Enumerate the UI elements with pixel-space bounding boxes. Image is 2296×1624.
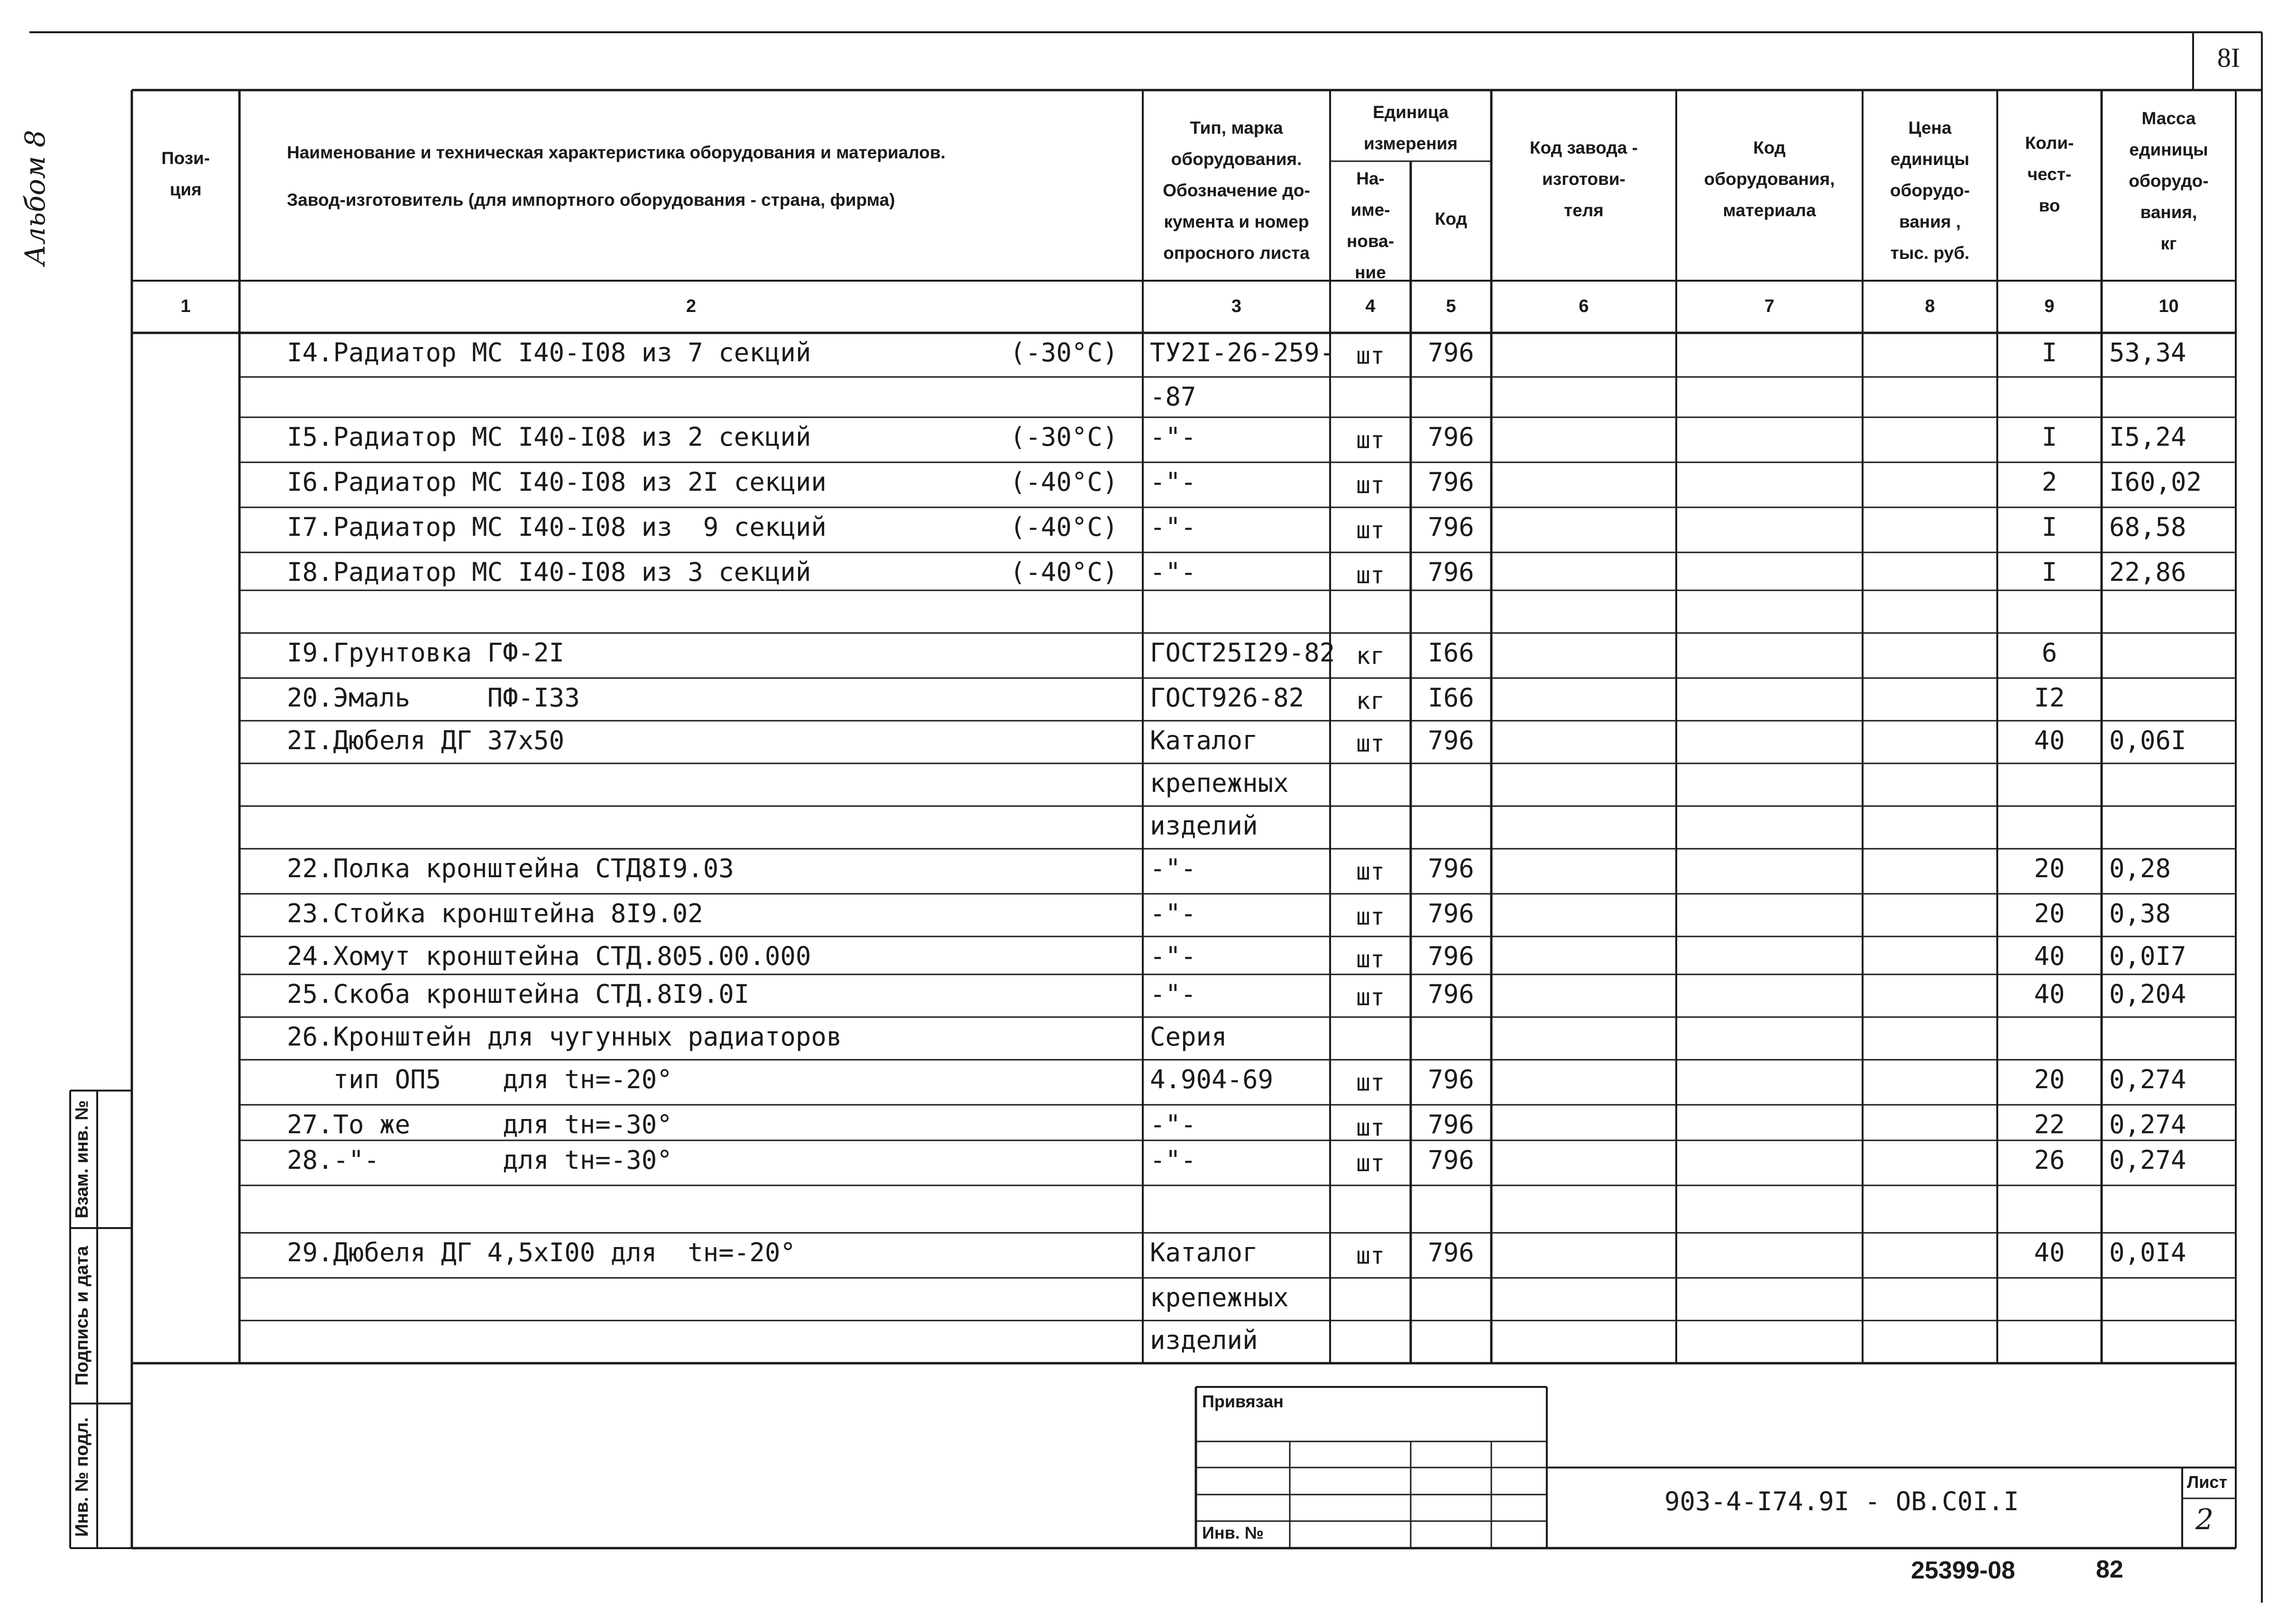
header-unit-code-line: Код — [1434, 209, 1468, 229]
header-type-line: Обозначение до- — [1163, 181, 1310, 200]
item-name: 23.Стойка кронштейна 8I9.02 — [287, 899, 703, 928]
header-type-line: кумента и номер — [1164, 212, 1309, 231]
item-unit: шт — [1356, 561, 1385, 589]
item-unit-code: 796 — [1428, 422, 1474, 452]
item-mass: 0,28 — [2109, 853, 2171, 883]
album-label: Альбом 8 — [19, 129, 51, 266]
archive-code: 25399-08 — [1911, 1557, 2015, 1584]
header-type-line: опросного листа — [1163, 243, 1310, 263]
header-position-line: Пози- — [161, 148, 210, 168]
item-type: изделий — [1150, 811, 1258, 841]
item-quantity: 22 — [2034, 1110, 2065, 1139]
item-name: тип ОП5 для tн=-20° — [287, 1064, 672, 1094]
column-number: 7 — [1764, 296, 1775, 316]
column-number: 10 — [2158, 296, 2179, 316]
column-number: 4 — [1365, 296, 1376, 316]
item-mass: 53,34 — [2109, 338, 2186, 367]
item-name: I9.Грунтовка ГФ-2I — [287, 638, 565, 668]
item-unit-code: 796 — [1428, 853, 1474, 883]
item-name: 20.Эмаль ПФ-I33 — [287, 683, 580, 713]
item-quantity: 40 — [2034, 725, 2065, 755]
item-type: 4.904-69 — [1150, 1064, 1274, 1094]
item-type: ГОСТ25I29-82 — [1150, 638, 1335, 668]
inv-number-label: Инв. № — [1202, 1523, 1264, 1542]
header-mass-line: кг — [2160, 234, 2177, 253]
item-type: ТУ2I-26-259- — [1150, 338, 1335, 367]
header-mass-line: вания, — [2140, 202, 2197, 222]
item-unit: шт — [1356, 945, 1385, 973]
inv-replace-label: Взам. инв. № — [72, 1100, 92, 1219]
sheet-number: 8I — [2217, 42, 2241, 73]
item-mass: 0,274 — [2109, 1110, 2186, 1139]
sign-date-label: Подпись и дата — [72, 1246, 92, 1386]
item-quantity: 26 — [2034, 1145, 2065, 1175]
header-quantity-line: во — [2039, 196, 2060, 215]
item-mass: 0,0I7 — [2109, 941, 2186, 971]
header-type-line: оборудования. — [1171, 149, 1302, 169]
item-mass: I5,24 — [2109, 422, 2186, 452]
item-type: -"- — [1150, 557, 1196, 587]
item-type: ГОСТ926-82 — [1150, 683, 1304, 713]
item-type: -"- — [1150, 1145, 1196, 1175]
item-type: -"- — [1150, 941, 1196, 971]
item-unit: шт — [1356, 1069, 1385, 1096]
item-temperature: (-40°С) — [1010, 557, 1118, 587]
item-quantity: 40 — [2034, 979, 2065, 1009]
column-number: 3 — [1231, 296, 1242, 316]
item-name: 29.Дюбеля ДГ 4,5хI00 для tн=-20° — [287, 1238, 796, 1267]
header-unit-name-line: нова- — [1346, 231, 1395, 251]
column-number: 5 — [1446, 296, 1456, 316]
item-unit-code: 796 — [1428, 1110, 1474, 1139]
item-temperature: (-30°С) — [1010, 422, 1118, 452]
item-mass: 22,86 — [2109, 557, 2186, 587]
item-type: -"- — [1150, 512, 1196, 542]
item-unit: шт — [1356, 342, 1385, 369]
item-temperature: (-40°С) — [1010, 467, 1118, 497]
item-type: -"- — [1150, 853, 1196, 883]
item-name: 27.То же для tн=-30° — [287, 1110, 672, 1139]
item-mass: I60,02 — [2109, 467, 2202, 497]
item-unit-code: 796 — [1428, 1238, 1474, 1267]
header-position-line: ция — [169, 180, 202, 199]
item-quantity: 6 — [2041, 638, 2057, 668]
item-unit: шт — [1356, 983, 1385, 1011]
item-type: -"- — [1150, 979, 1196, 1009]
item-unit: шт — [1356, 730, 1385, 757]
item-unit-code: 796 — [1428, 1145, 1474, 1175]
item-mass: 0,0I4 — [2109, 1238, 2186, 1267]
header-unit-name-line: На- — [1356, 169, 1385, 188]
header-factory-code-line: теля — [1564, 201, 1604, 220]
item-unit-code: 796 — [1428, 979, 1474, 1009]
item-quantity: I — [2041, 422, 2057, 452]
header-unit-name-line: ние — [1355, 263, 1386, 282]
item-mass: 0,274 — [2109, 1064, 2186, 1094]
item-unit-code: 796 — [1428, 899, 1474, 928]
item-type: Каталог — [1150, 725, 1258, 755]
item-name: 28.-"- для tн=-30° — [287, 1145, 672, 1175]
item-mass: 0,38 — [2109, 899, 2171, 928]
item-unit-code: 796 — [1428, 725, 1474, 755]
item-unit: шт — [1356, 516, 1385, 544]
item-name: I8.Радиатор МС I40-I08 из 3 секций — [287, 557, 811, 587]
column-number: 8 — [1925, 296, 1935, 316]
item-type: Каталог — [1150, 1238, 1258, 1267]
item-unit: шт — [1356, 1149, 1385, 1177]
item-type: -"- — [1150, 467, 1196, 497]
item-quantity: 20 — [2034, 899, 2065, 928]
header-equipment-code-line: оборудования, — [1704, 169, 1835, 189]
column-number: 9 — [2044, 296, 2055, 316]
item-unit-code: I66 — [1428, 683, 1474, 713]
item-type: изделий — [1150, 1325, 1258, 1355]
item-quantity: I2 — [2034, 683, 2065, 713]
column-number: 2 — [686, 296, 697, 316]
item-unit: шт — [1356, 1242, 1385, 1269]
item-unit: шт — [1356, 858, 1385, 885]
item-unit-code: 796 — [1428, 941, 1474, 971]
header-unit-group-line: измерения — [1363, 134, 1458, 153]
item-name: 25.Скоба кронштейна СТД.8I9.0I — [287, 979, 750, 1009]
item-type: крепежных — [1150, 768, 1289, 798]
header-unit-name-line: име- — [1350, 200, 1390, 220]
item-unit-code: 796 — [1428, 1064, 1474, 1094]
header-price-line: вания , — [1899, 212, 1961, 231]
item-quantity: 40 — [2034, 941, 2065, 971]
header-factory-code-line: изготови- — [1542, 169, 1626, 189]
header-equipment-code-line: Код — [1753, 138, 1786, 157]
column-number: 6 — [1579, 296, 1589, 316]
header-mass-line: Масса — [2141, 109, 2196, 128]
item-quantity: I — [2041, 338, 2057, 367]
header-equipment-code-line: материала — [1723, 201, 1816, 220]
attached-label: Привязан — [1202, 1392, 1284, 1411]
item-quantity: 20 — [2034, 1064, 2065, 1094]
item-mass: 0,06I — [2109, 725, 2186, 755]
item-quantity: I — [2041, 557, 2057, 587]
item-unit-code: 796 — [1428, 467, 1474, 497]
item-quantity: 2 — [2041, 467, 2057, 497]
item-mass: 68,58 — [2109, 512, 2186, 542]
item-name: I5.Радиатор МС I40-I08 из 2 секций — [287, 422, 811, 452]
item-type: Серия — [1150, 1022, 1227, 1052]
header-type-line: Тип, марка — [1190, 118, 1283, 138]
header-price-line: тыс. руб. — [1890, 243, 1970, 263]
item-mass: 0,204 — [2109, 979, 2186, 1009]
item-unit-code: I66 — [1428, 638, 1474, 668]
item-unit: кг — [1356, 642, 1385, 670]
item-type: -87 — [1150, 382, 1196, 412]
header-price-line: оборудо- — [1890, 181, 1970, 200]
item-type: -"- — [1150, 899, 1196, 928]
item-temperature: (-40°С) — [1010, 512, 1118, 542]
item-unit: шт — [1356, 1114, 1385, 1141]
item-type: -"- — [1150, 1110, 1196, 1139]
sheet-value: 2 — [2195, 1503, 2214, 1536]
item-unit: шт — [1356, 903, 1385, 930]
item-unit-code: 796 — [1428, 338, 1474, 367]
header-unit-group-line: Единица — [1373, 102, 1449, 122]
header-name-line: Завод-изготовитель (для импортного оборудования - страна, фирма) — [287, 190, 895, 210]
item-quantity: I — [2041, 512, 2057, 542]
document-code: 903-4-I74.9I - ОВ.С0I.I — [1664, 1486, 2019, 1516]
item-unit: шт — [1356, 471, 1385, 499]
item-name: I6.Радиатор МС I40-I08 из 2I секции — [287, 467, 827, 497]
header-quantity-line: чест- — [2027, 165, 2072, 184]
item-unit-code: 796 — [1428, 512, 1474, 542]
item-unit: кг — [1356, 687, 1385, 715]
header-name-line: Наименование и техническая характеристика оборудования и материалов. — [287, 143, 946, 162]
header-mass-line: оборудо- — [2129, 171, 2209, 191]
item-unit: шт — [1356, 426, 1385, 454]
item-name: 22.Полка кронштейна СТД8I9.03 — [287, 853, 734, 883]
header-price-line: единицы — [1890, 149, 1970, 169]
header-mass-line: единицы — [2129, 140, 2208, 159]
item-name: 26.Кронштейн для чугунных радиаторов — [287, 1022, 842, 1052]
item-name: I4.Радиатор МС I40-I08 из 7 секций — [287, 338, 811, 367]
header-price-line: Цена — [1908, 118, 1952, 138]
sheet-label: Лист — [2187, 1472, 2228, 1492]
inv-orig-label: Инв. № подл. — [72, 1417, 92, 1537]
column-number: 1 — [180, 296, 191, 316]
item-type: -"- — [1150, 422, 1196, 452]
item-mass: 0,274 — [2109, 1145, 2186, 1175]
item-temperature: (-30°С) — [1010, 338, 1118, 367]
item-type: крепежных — [1150, 1283, 1289, 1312]
item-name: 24.Хомут кронштейна СТД.805.00.000 — [287, 941, 811, 971]
item-quantity: 20 — [2034, 853, 2065, 883]
item-quantity: 40 — [2034, 1238, 2065, 1267]
item-name: I7.Радиатор МС I40-I08 из 9 секций — [287, 512, 827, 542]
header-quantity-line: Коли- — [2025, 133, 2074, 153]
header-factory-code-line: Код завода - — [1530, 138, 1638, 157]
item-name: 2I.Дюбеля ДГ 37х50 — [287, 725, 565, 755]
item-unit-code: 796 — [1428, 557, 1474, 587]
page-number: 82 — [2096, 1556, 2123, 1583]
